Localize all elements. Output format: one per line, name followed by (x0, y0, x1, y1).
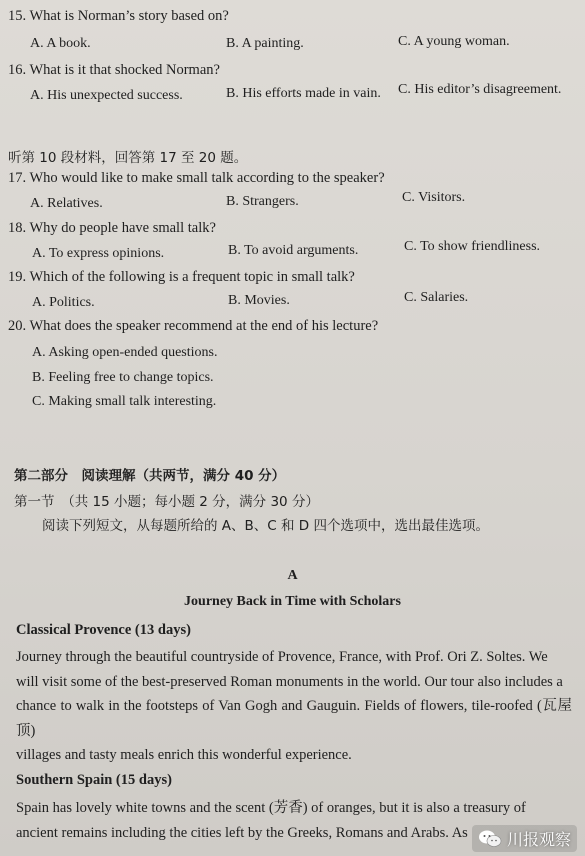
section-1-heading: 第一节 （共 15 小题；每小题 2 分，满分 30 分） (14, 494, 319, 510)
q16-option-c: C. His editor’s disagreement. (398, 82, 562, 97)
q20-option-b: B. Feeling free to change topics. (32, 370, 214, 385)
q20-option-c: C. Making small talk interesting. (32, 394, 217, 409)
spain-line: ancient remains including the cities left by the Greeks, Romans and Arabs. As (16, 824, 468, 841)
q19-option-c: C. Salaries. (404, 290, 469, 305)
question-17: 17. Who would like to make small talk according to the speaker? (8, 170, 385, 186)
watermark-text: 川报观察 (506, 830, 571, 849)
spain-heading: Southern Spain (15 days) (16, 772, 172, 788)
q17-option-a: A. Relatives. (30, 196, 103, 211)
watermark (472, 825, 577, 852)
question-20: 20. What does the speaker recommend at the end of his lecture? (8, 318, 379, 334)
q17-option-b: B. Strangers. (226, 194, 299, 209)
q16-option-b: B. His efforts made in vain. (226, 86, 381, 101)
q19-option-a: A. Politics. (32, 295, 95, 310)
question-19: 19. Which of the following is a frequent topic in small talk? (8, 269, 355, 285)
q19-option-b: B. Movies. (228, 293, 290, 308)
q18-option-b: B. To avoid arguments. (228, 243, 359, 258)
q17-option-c: C. Visitors. (402, 190, 466, 205)
provence-paragraph (16, 645, 572, 768)
section-10-instruction: 听第 10 段材料，回答第 17 至 20 题。 (8, 150, 248, 166)
q18-option-a: A. To express opinions. (32, 246, 165, 261)
provence-line: Journey through the beautiful countryside of Provence, France, with Prof. Ori Z. Soltes. We (16, 649, 548, 665)
q15-option-a: A. A book. (30, 36, 91, 51)
q15-option-c: C. A young woman. (398, 34, 510, 49)
q15-option-b: B. A painting. (226, 36, 304, 51)
question-18: 18. Why do people have small talk? (8, 220, 216, 236)
passage-letter: A (287, 568, 298, 583)
q16-option-a: A. His unexpected success. (30, 88, 183, 103)
reading-instruction: 阅读下列短文，从每题所给的 A、B、C 和 D 四个选项中，选出最佳选项。 (42, 518, 489, 534)
q20-option-a: A. Asking open-ended questions. (32, 345, 218, 360)
part-2-heading: 第二部分 阅读理解（共两节，满分 40 分） (14, 468, 286, 484)
spain-line: Spain has lovely white towns and the scent (芳香) of oranges, but it is also a treasury of (16, 800, 526, 816)
provence-line: will visit some of the best-preserved Roman monuments in the world. Our tour also includes a (16, 673, 563, 690)
question-16: 16. What is it that shocked Norman? (8, 62, 220, 78)
question-15: 15. What is Norman’s story based on? (8, 8, 229, 24)
provence-heading: Classical Provence (13 days) (16, 622, 191, 638)
q18-option-c: C. To show friendliness. (404, 239, 541, 254)
provence-line: chance to walk in the footsteps of Van Gogh and Gauguin. Fields of flowers, tile-roofed (瓦屋顶) (16, 698, 572, 739)
wechat-icon (478, 829, 502, 849)
passage-title: Journey Back in Time with Scholars (184, 594, 401, 609)
provence-line: villages and tasty meals enrich this wonderful experience. (16, 747, 352, 763)
